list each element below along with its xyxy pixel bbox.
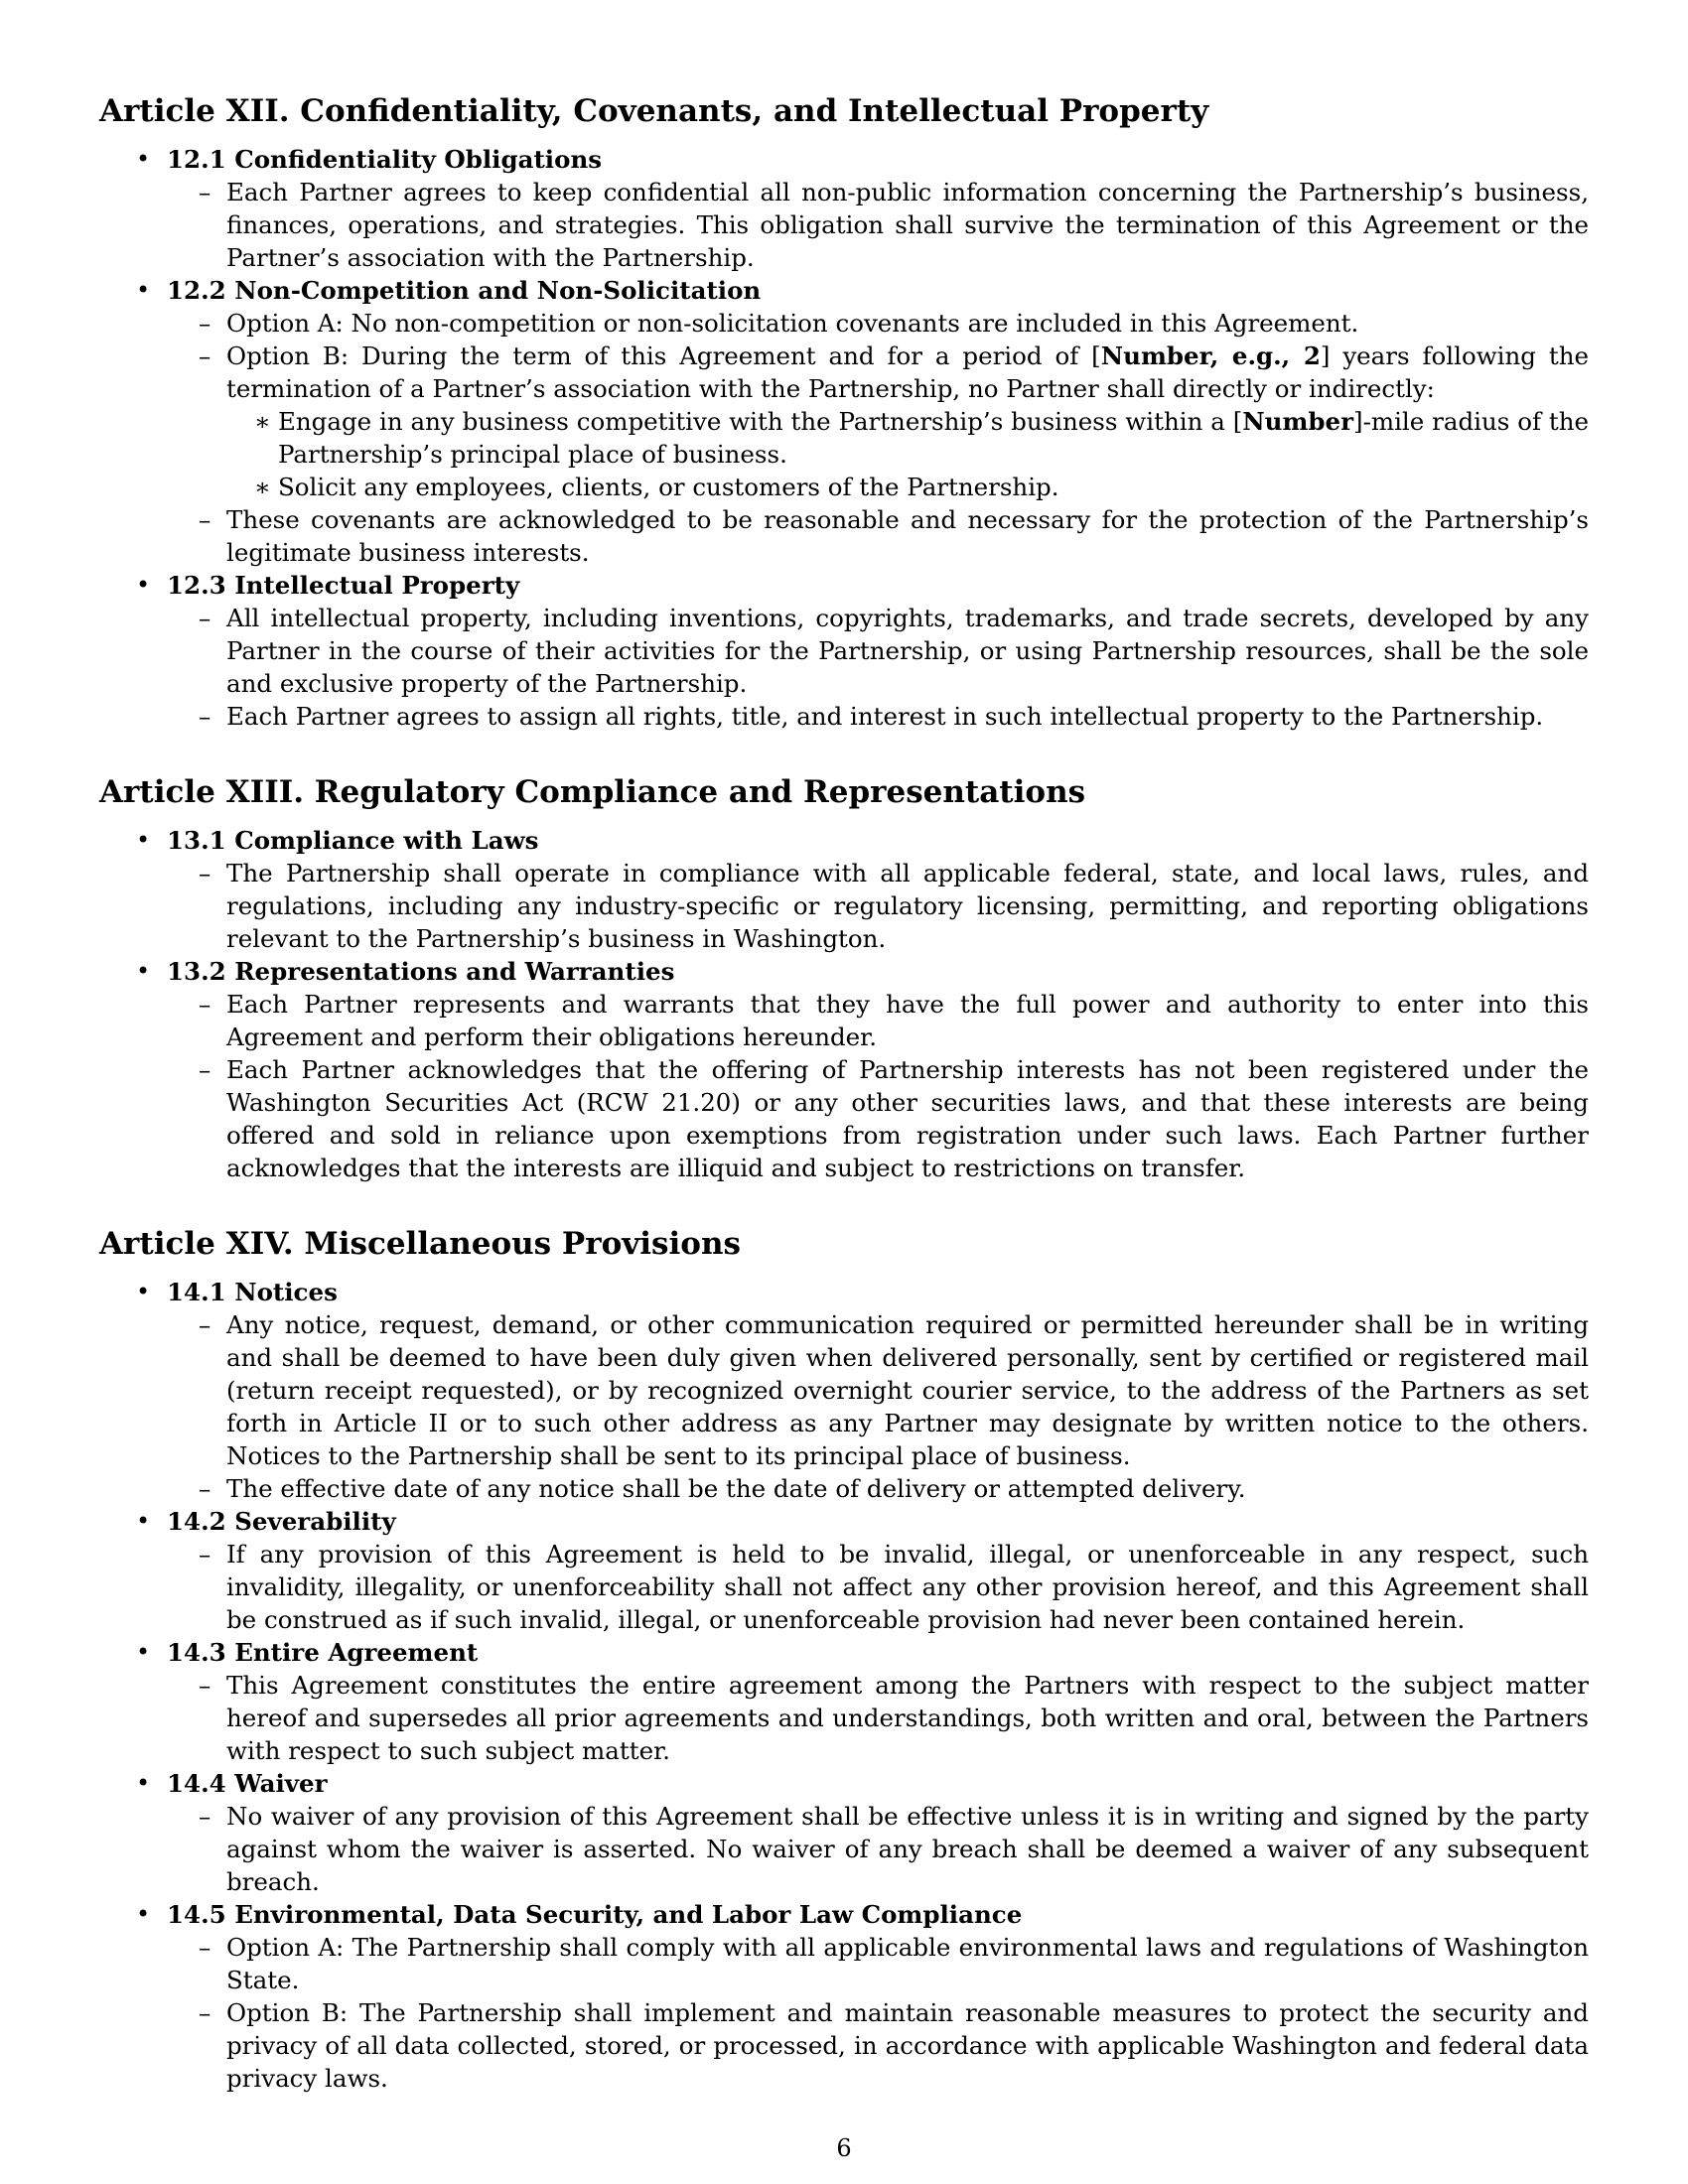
section-13-2 <box>99 955 1589 1184</box>
clause-text: ]-mile radius of the Partnership’s principal place of business. <box>278 407 1590 469</box>
clause-option-a: – Option A: No non-competition or non-solicitation covenants are included in this Agreement. <box>167 307 1589 340</box>
clause: – No waiver of any provision of this Agreement shall be effective unless it is in writing and signed by the party against whom the waiver is asserted. No waiver of any breach shall be deemed a waiver of any subsequent breach. <box>167 1800 1589 1898</box>
section-14-2 <box>99 1505 1589 1636</box>
clause-text: ] years following the termination of a Partner’s association with the Partnership, no Partner shall directly or indirectly: <box>226 341 1589 403</box>
section-14-5 <box>99 1898 1589 2095</box>
article-title: Article XII. Confidentiality, Covenants, and Intellectual Property <box>99 93 1209 129</box>
placeholder-number-radius: Number <box>1242 407 1354 436</box>
clause: – Each Partner agrees to keep confidential all non-public information concerning the Partnership’s business, finances, operations, and strategies. This obligation shall survive the termination of this Agreement or the Partner’s association with the Partnership. <box>167 176 1589 274</box>
clause: – Each Partner agrees to assign all rights, title, and interest in such intellectual property to the Partnership. <box>167 700 1589 733</box>
section-title: • 14.3 Entire Agreement <box>167 1638 479 1667</box>
section-14-4 <box>99 1767 1589 1898</box>
article-title: Article XIV. Miscellaneous Provisions <box>99 1226 741 1262</box>
placeholder-number-years: Number, e.g., 2 <box>1100 341 1321 370</box>
clause-option-b <box>167 340 1589 503</box>
clause: – Option A: The Partnership shall comply with all applicable environmental laws and regulations of Washington State. <box>167 1931 1589 1996</box>
section-12-3 <box>99 569 1589 733</box>
page-number: 6 <box>836 2134 852 2162</box>
clause: – All intellectual property, including inventions, copyrights, trademarks, and trade secrets, developed by any Partner in the course of their activities for the Partnership, or using Partnership resources, shall be the sole and exclusive property of the Partnership. <box>167 602 1589 700</box>
clause-text: Engage in any business competitive with the Partnership’s business within a [ <box>278 407 1243 436</box>
section-title: • 14.2 Severability <box>167 1507 396 1536</box>
clause: – Each Partner represents and warrants that they have the full power and authority to enter into this Agreement and perform their obligations hereunder. <box>167 988 1589 1053</box>
clause: – The effective date of any notice shall be the date of delivery or attempted delivery. <box>167 1472 1589 1505</box>
subclause-engage <box>226 405 1589 471</box>
clause-text: Option B: During the term of this Agreement and for a period of [ <box>226 341 1101 370</box>
clause: – The Partnership shall operate in compliance with all applicable federal, state, and local laws, rules, and regulations, including any industry-specific or regulatory licensing, permitting, and reporting obligations relevant to the Partnership’s business in Washington. <box>167 857 1589 955</box>
article-xiii <box>99 772 1589 1184</box>
section-12-2 <box>99 274 1589 569</box>
clause: – This Agreement constitutes the entire agreement among the Partners with respect to the subject matter hereof and supersedes all prior agreements and understandings, both written and oral, between the Partners with respect to such subject matter. <box>167 1669 1589 1767</box>
clause: – If any provision of this Agreement is held to be invalid, illegal, or unenforceable in any respect, such invalidity, illegality, or unenforceability shall not affect any other provision hereof, and this Agreement shall be construed as if such invalid, illegal, or unenforceable provision had never been contained herein. <box>167 1538 1589 1636</box>
section-title: • 14.4 Waiver <box>167 1769 328 1798</box>
article-xiv <box>99 1224 1589 2095</box>
clause: – Option B: The Partnership shall implement and maintain reasonable measures to protect the security and privacy of all data collected, stored, or processed, in accordance with applicable Washington and federal data privacy laws. <box>167 1996 1589 2095</box>
section-title: • 12.2 Non-Competition and Non-Solicitation <box>167 276 762 305</box>
section-title: • 13.2 Representations and Warranties <box>167 957 675 986</box>
clause: – Each Partner acknowledges that the offering of Partnership interests has not been registered under the Washington Securities Act (RCW 21.20) or any other securities laws, and that these interests are being offered and sold in reliance upon exemptions from registration under such laws. Each Partner further acknowledges that the interests are illiquid and subject to restrictions on transfer. <box>167 1053 1589 1184</box>
subclause-solicit: ∗ Solicit any employees, clients, or customers of the Partnership. <box>226 471 1589 503</box>
section-14-3 <box>99 1636 1589 1767</box>
article-xii <box>99 91 1589 733</box>
section-title: • 12.1 Confidentiality Obligations <box>167 145 603 174</box>
section-title: • 13.1 Compliance with Laws <box>167 826 539 855</box>
article-title: Article XIII. Regulatory Compliance and Representations <box>99 774 1086 810</box>
section-title: • 14.1 Notices <box>167 1278 338 1306</box>
section-title: • 12.3 Intellectual Property <box>167 571 520 600</box>
clause: – These covenants are acknowledged to be reasonable and necessary for the protection of the Partnership’s legitimate business interests. <box>167 503 1589 569</box>
section-title: • 14.5 Environmental, Data Security, and Labor Law Compliance <box>167 1900 1023 1929</box>
section-12-1 <box>99 143 1589 274</box>
document-page <box>99 91 1589 2134</box>
clause: – Any notice, request, demand, or other communication required or permitted hereunder shall be in writing and shall be deemed to have been duly given when delivered personally, sent by certified or registered mail (return receipt requested), or by recognized overnight courier service, to the address of the Partners as set forth in Article II or to such other address as any Partner may designate by written notice to the others. Notices to the Partnership shall be sent to its principal place of business. <box>167 1308 1589 1472</box>
section-14-1 <box>99 1276 1589 1505</box>
section-13-1 <box>99 824 1589 955</box>
